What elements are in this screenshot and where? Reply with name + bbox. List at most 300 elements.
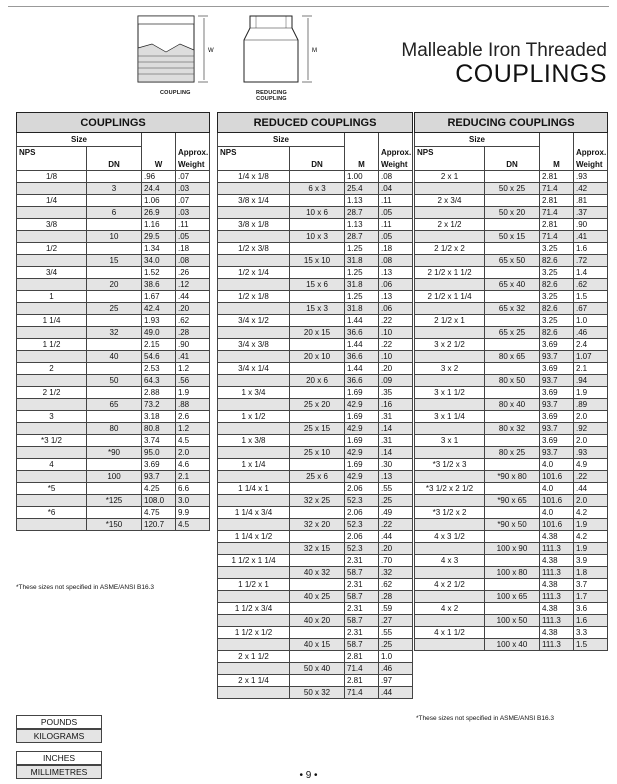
- table-cell: 65 x 25: [485, 327, 540, 339]
- table-cell: [218, 231, 290, 243]
- table-cell: 1/2 x 1/8: [218, 291, 290, 303]
- table-cell: 31.8: [345, 255, 379, 267]
- table-cell: [415, 183, 485, 195]
- table-cell: [218, 207, 290, 219]
- table-row: [218, 411, 413, 423]
- table-cell: .88: [176, 399, 210, 411]
- table-cell: .37: [574, 207, 608, 219]
- table-cell: 4.38: [540, 555, 574, 567]
- table-cell: 65 x 32: [485, 303, 540, 315]
- table-cell: [17, 255, 87, 267]
- table-row: [218, 327, 413, 339]
- table-row: [218, 243, 413, 255]
- table-row: [415, 531, 608, 543]
- table-row: [218, 675, 413, 687]
- table-cell: .41: [574, 231, 608, 243]
- table-cell: 50 x 40: [290, 663, 345, 675]
- table-row: [415, 195, 608, 207]
- table-cell: 2.81: [345, 675, 379, 687]
- table-cell: [87, 459, 142, 471]
- table-cell: [415, 471, 485, 483]
- table-cell: 15 x 6: [290, 279, 345, 291]
- table-cell: 1.8: [574, 567, 608, 579]
- table-cell: 93.7: [540, 375, 574, 387]
- table-cell: 80: [87, 423, 142, 435]
- table-cell: 4 x 2: [415, 603, 485, 615]
- table-row: [415, 423, 608, 435]
- table-cell: .56: [176, 375, 210, 387]
- table-cell: 50 x 32: [290, 687, 345, 699]
- table-cell: [415, 543, 485, 555]
- table-cell: 25 x 6: [290, 471, 345, 483]
- table-row: [415, 315, 608, 327]
- table-cell: 3.69: [142, 459, 176, 471]
- legend-kilograms: KILOGRAMS: [16, 729, 102, 743]
- table-cell: .03: [176, 207, 210, 219]
- table-row: [415, 483, 608, 495]
- table-row: [17, 447, 210, 459]
- table-cell: 40 x 32: [290, 567, 345, 579]
- table-cell: 1.6: [574, 243, 608, 255]
- table-cell: 2.31: [345, 555, 379, 567]
- table-cell: [485, 507, 540, 519]
- table-cell: 1 1/4 x 1: [218, 483, 290, 495]
- table-cell: 4.0: [540, 459, 574, 471]
- table-cell: 101.6: [540, 471, 574, 483]
- table-cell: .55: [379, 483, 413, 495]
- table-cell: 3/4 x 1/4: [218, 363, 290, 375]
- table-cell: 10 x 3: [290, 231, 345, 243]
- table-cell: 93.7: [540, 423, 574, 435]
- table-cell: .28: [379, 591, 413, 603]
- table-cell: 52.3: [345, 543, 379, 555]
- table-row: [218, 315, 413, 327]
- table-cell: *90 x 80: [485, 471, 540, 483]
- table-cell: 4.5: [176, 435, 210, 447]
- table-row: [415, 591, 608, 603]
- table-row: [218, 447, 413, 459]
- table-cell: 3.74: [142, 435, 176, 447]
- table-cell: 36.6: [345, 375, 379, 387]
- table-cell: 2.1: [176, 471, 210, 483]
- table-cell: 93.7: [540, 447, 574, 459]
- table-cell: 100 x 40: [485, 639, 540, 651]
- table-cell: [218, 567, 290, 579]
- table-cell: [218, 303, 290, 315]
- table-row: [415, 615, 608, 627]
- table-cell: [290, 507, 345, 519]
- table-cell: 3.3: [574, 627, 608, 639]
- table-cell: 50 x 15: [485, 231, 540, 243]
- table-cell: 1 x 3/4: [218, 387, 290, 399]
- table-row: [218, 567, 413, 579]
- table-cell: *90: [87, 447, 142, 459]
- table-cell: 3/4 x 1/2: [218, 315, 290, 327]
- table-row: [218, 255, 413, 267]
- table-row: [218, 171, 413, 183]
- table-cell: 2.31: [345, 627, 379, 639]
- dn-header: DN: [290, 159, 345, 171]
- table-cell: [290, 579, 345, 591]
- table-cell: [17, 303, 87, 315]
- table-cell: .44: [379, 687, 413, 699]
- table-row: [17, 219, 210, 231]
- table-cell: 4.0: [540, 507, 574, 519]
- table-row: [415, 231, 608, 243]
- table-cell: [290, 411, 345, 423]
- table-cell: 40 x 20: [290, 615, 345, 627]
- table-cell: [87, 483, 142, 495]
- footnote: *These sizes not specified in ASME/ANSI B16.3: [416, 715, 555, 722]
- table-cell: [17, 519, 87, 531]
- table-cell: [415, 567, 485, 579]
- table-cell: [290, 483, 345, 495]
- table-cell: 4.2: [574, 507, 608, 519]
- table-cell: [485, 339, 540, 351]
- table-cell: 95.0: [142, 447, 176, 459]
- table-cell: .09: [379, 375, 413, 387]
- table-cell: 32 x 25: [290, 495, 345, 507]
- nps-header: NPS: [17, 147, 87, 159]
- table-cell: 4.2: [574, 531, 608, 543]
- table-row: [415, 447, 608, 459]
- table-row: [17, 507, 210, 519]
- table-cell: 40: [87, 351, 142, 363]
- table-cell: 93.7: [540, 351, 574, 363]
- table-cell: 100 x 50: [485, 615, 540, 627]
- table-cell: 25: [87, 303, 142, 315]
- table-cell: 111.3: [540, 615, 574, 627]
- table-cell: 50 x 25: [485, 183, 540, 195]
- table-cell: 82.6: [540, 279, 574, 291]
- table-cell: 20: [87, 279, 142, 291]
- table-cell: [485, 195, 540, 207]
- table-cell: 100 x 65: [485, 591, 540, 603]
- table-cell: [218, 255, 290, 267]
- table-cell: 1/2: [17, 243, 87, 255]
- table-cell: [218, 279, 290, 291]
- table-cell: .10: [379, 327, 413, 339]
- table-row: [17, 519, 210, 531]
- table-cell: .18: [379, 243, 413, 255]
- table-cell: .22: [379, 519, 413, 531]
- table-cell: 80.8: [142, 423, 176, 435]
- table-cell: 3.25: [540, 243, 574, 255]
- table-cell: 3 x 1 1/2: [415, 387, 485, 399]
- weight-header: Weight: [379, 159, 413, 171]
- table-cell: 2 1/2 x 2: [415, 243, 485, 255]
- table-row: [218, 219, 413, 231]
- table-cell: 1.16: [142, 219, 176, 231]
- table-cell: 2.06: [345, 483, 379, 495]
- table-cell: .31: [379, 435, 413, 447]
- weight-header: Weight: [574, 159, 608, 171]
- table-cell: .12: [176, 279, 210, 291]
- table-cell: 2.53: [142, 363, 176, 375]
- table-cell: 2 1/2 x 1 1/4: [415, 291, 485, 303]
- table-cell: [415, 447, 485, 459]
- table-row: [218, 375, 413, 387]
- table-cell: 1.2: [176, 363, 210, 375]
- table-cell: [218, 615, 290, 627]
- table-cell: .44: [176, 291, 210, 303]
- table-cell: .11: [379, 219, 413, 231]
- table-cell: .08: [176, 255, 210, 267]
- table-cell: 4.9: [574, 459, 608, 471]
- table-row: [415, 363, 608, 375]
- table-cell: 73.2: [142, 399, 176, 411]
- table-cell: [17, 447, 87, 459]
- table-cell: .89: [574, 399, 608, 411]
- table-cell: 3 x 1: [415, 435, 485, 447]
- table-row: [415, 411, 608, 423]
- table-row: [17, 279, 210, 291]
- table-cell: 100 x 80: [485, 567, 540, 579]
- table-cell: 1 1/2 x 1 1/4: [218, 555, 290, 567]
- table-row: [17, 315, 210, 327]
- table-cell: 71.4: [540, 231, 574, 243]
- table-row: [415, 459, 608, 471]
- table-cell: 4.5: [176, 519, 210, 531]
- table-cell: [87, 507, 142, 519]
- table-cell: 1.6: [574, 615, 608, 627]
- table-cell: [218, 639, 290, 651]
- table-cell: .62: [379, 579, 413, 591]
- table-cell: 4 x 2 1/2: [415, 579, 485, 591]
- table-cell: 1.69: [345, 411, 379, 423]
- table-cell: 2.81: [540, 171, 574, 183]
- table-cell: [17, 207, 87, 219]
- table-cell: 4.38: [540, 627, 574, 639]
- table-cell: 29.5: [142, 231, 176, 243]
- table-cell: 1.9: [176, 387, 210, 399]
- table-cell: [485, 627, 540, 639]
- table-cell: 1.69: [345, 435, 379, 447]
- table-row: [415, 435, 608, 447]
- table-cell: 25.4: [345, 183, 379, 195]
- table-cell: .96: [142, 171, 176, 183]
- table-row: [415, 171, 608, 183]
- table-row: [17, 171, 210, 183]
- table-cell: 1 1/2 x 1/2: [218, 627, 290, 639]
- table-cell: 80 x 50: [485, 375, 540, 387]
- table-cell: *5: [17, 483, 87, 495]
- table-cell: 93.7: [540, 399, 574, 411]
- table-row: [17, 207, 210, 219]
- table-row: [218, 531, 413, 543]
- table-row: [415, 519, 608, 531]
- w-header: W: [142, 159, 176, 171]
- top-rule: [8, 6, 609, 7]
- table-cell: .93: [574, 447, 608, 459]
- table-cell: 10 x 6: [290, 207, 345, 219]
- table-cell: 4: [17, 459, 87, 471]
- table-cell: 1.44: [345, 339, 379, 351]
- table-cell: .30: [379, 459, 413, 471]
- table-row: [17, 399, 210, 411]
- table-row: [218, 351, 413, 363]
- table-row: [415, 495, 608, 507]
- table-cell: 1.9: [574, 519, 608, 531]
- table-cell: [87, 171, 142, 183]
- table-cell: [17, 375, 87, 387]
- table-cell: 1.4: [574, 267, 608, 279]
- table-row: [218, 639, 413, 651]
- table-cell: [218, 399, 290, 411]
- table-row: [218, 303, 413, 315]
- table-cell: 2.06: [345, 507, 379, 519]
- table-cell: 3/4: [17, 267, 87, 279]
- table-cell: 1.13: [345, 219, 379, 231]
- table-cell: [17, 471, 87, 483]
- table-cell: [87, 267, 142, 279]
- table-cell: 4.75: [142, 507, 176, 519]
- table-row: [218, 591, 413, 603]
- table-cell: 1.52: [142, 267, 176, 279]
- table-cell: 3 x 2 1/2: [415, 339, 485, 351]
- table-row: [17, 267, 210, 279]
- table-cell: .14: [379, 447, 413, 459]
- table-cell: [290, 555, 345, 567]
- table-cell: 4 x 3: [415, 555, 485, 567]
- m-header: M: [540, 159, 574, 171]
- table-cell: 1/4: [17, 195, 87, 207]
- weight-header: Weight: [176, 159, 210, 171]
- table-cell: 15 x 3: [290, 303, 345, 315]
- reducing-couplings-table: [414, 112, 608, 651]
- table-cell: 1: [17, 291, 87, 303]
- legend-pounds: POUNDS: [16, 715, 102, 729]
- table-cell: .07: [176, 195, 210, 207]
- table-cell: [485, 531, 540, 543]
- table-row: [218, 543, 413, 555]
- table-cell: 71.4: [540, 183, 574, 195]
- table-cell: 1 1/4 x 1/2: [218, 531, 290, 543]
- table-cell: 4.0: [540, 483, 574, 495]
- table-cell: [87, 195, 142, 207]
- table-cell: 4.38: [540, 531, 574, 543]
- table-cell: [218, 327, 290, 339]
- table-cell: 36.6: [345, 327, 379, 339]
- table-cell: .44: [574, 483, 608, 495]
- table-cell: *90 x 65: [485, 495, 540, 507]
- table-cell: 2.81: [540, 219, 574, 231]
- table-cell: 71.4: [540, 207, 574, 219]
- table-row: [415, 255, 608, 267]
- table-cell: 80 x 25: [485, 447, 540, 459]
- table-cell: [485, 171, 540, 183]
- table-cell: .81: [574, 195, 608, 207]
- couplings-title: COUPLINGS: [17, 113, 210, 133]
- table-cell: [87, 339, 142, 351]
- table-cell: 1 1/4 x 3/4: [218, 507, 290, 519]
- table-cell: 31.8: [345, 303, 379, 315]
- table-cell: [218, 495, 290, 507]
- table-cell: [218, 471, 290, 483]
- table-cell: .25: [379, 639, 413, 651]
- table-cell: 2 x 1/2: [415, 219, 485, 231]
- table-cell: .44: [379, 531, 413, 543]
- table-cell: [17, 399, 87, 411]
- table-cell: 4.25: [142, 483, 176, 495]
- table-row: [17, 195, 210, 207]
- table-cell: 65: [87, 399, 142, 411]
- table-cell: 2 1/2 x 1: [415, 315, 485, 327]
- table-cell: 1.93: [142, 315, 176, 327]
- table-cell: [87, 411, 142, 423]
- table-cell: 42.4: [142, 303, 176, 315]
- table-row: [415, 327, 608, 339]
- table-row: [218, 195, 413, 207]
- table-cell: 1.69: [345, 459, 379, 471]
- table-cell: .05: [379, 207, 413, 219]
- table-cell: [290, 339, 345, 351]
- table-cell: 42.9: [345, 471, 379, 483]
- table-row: [415, 279, 608, 291]
- table-cell: .49: [379, 507, 413, 519]
- table-cell: .11: [176, 219, 210, 231]
- table-cell: [290, 627, 345, 639]
- table-cell: 2 1/2 x 1 1/2: [415, 267, 485, 279]
- table-cell: 1/4 x 1/8: [218, 171, 290, 183]
- table-row: [218, 207, 413, 219]
- reducing-coupling-diagram: [236, 8, 326, 88]
- table-cell: [290, 171, 345, 183]
- table-cell: 3: [17, 411, 87, 423]
- table-cell: .94: [574, 375, 608, 387]
- table-cell: 42.9: [345, 399, 379, 411]
- table-cell: [290, 195, 345, 207]
- table-cell: 93.7: [142, 471, 176, 483]
- table-cell: 32: [87, 327, 142, 339]
- table-cell: .55: [379, 627, 413, 639]
- table-cell: 1 1/2 x 3/4: [218, 603, 290, 615]
- size-header: Size: [415, 133, 540, 147]
- table-cell: 1.44: [345, 315, 379, 327]
- table-cell: 71.4: [345, 663, 379, 675]
- table-cell: 50 x 20: [485, 207, 540, 219]
- table-cell: 3 x 2: [415, 363, 485, 375]
- table-cell: 6: [87, 207, 142, 219]
- table-cell: 1.9: [574, 543, 608, 555]
- table-cell: 4 x 3 1/2: [415, 531, 485, 543]
- table-cell: 1.67: [142, 291, 176, 303]
- table-cell: 2.0: [574, 495, 608, 507]
- table-cell: [17, 423, 87, 435]
- table-row: [218, 555, 413, 567]
- table-cell: .13: [379, 267, 413, 279]
- table-row: [218, 231, 413, 243]
- table-cell: [415, 327, 485, 339]
- table-cell: 1 1/2: [17, 339, 87, 351]
- table-cell: [87, 387, 142, 399]
- table-cell: 100: [87, 471, 142, 483]
- table-cell: 1 x 3/8: [218, 435, 290, 447]
- table-cell: .08: [379, 255, 413, 267]
- table-cell: 2.88: [142, 387, 176, 399]
- table-row: [17, 459, 210, 471]
- table-row: [17, 303, 210, 315]
- table-row: [17, 387, 210, 399]
- table-cell: 1.13: [345, 195, 379, 207]
- table-row: [218, 471, 413, 483]
- table-cell: 1.00: [345, 171, 379, 183]
- table-cell: .06: [379, 303, 413, 315]
- table-cell: 54.6: [142, 351, 176, 363]
- table-cell: 80 x 40: [485, 399, 540, 411]
- table-cell: 3/8 x 1/8: [218, 219, 290, 231]
- table-cell: .70: [379, 555, 413, 567]
